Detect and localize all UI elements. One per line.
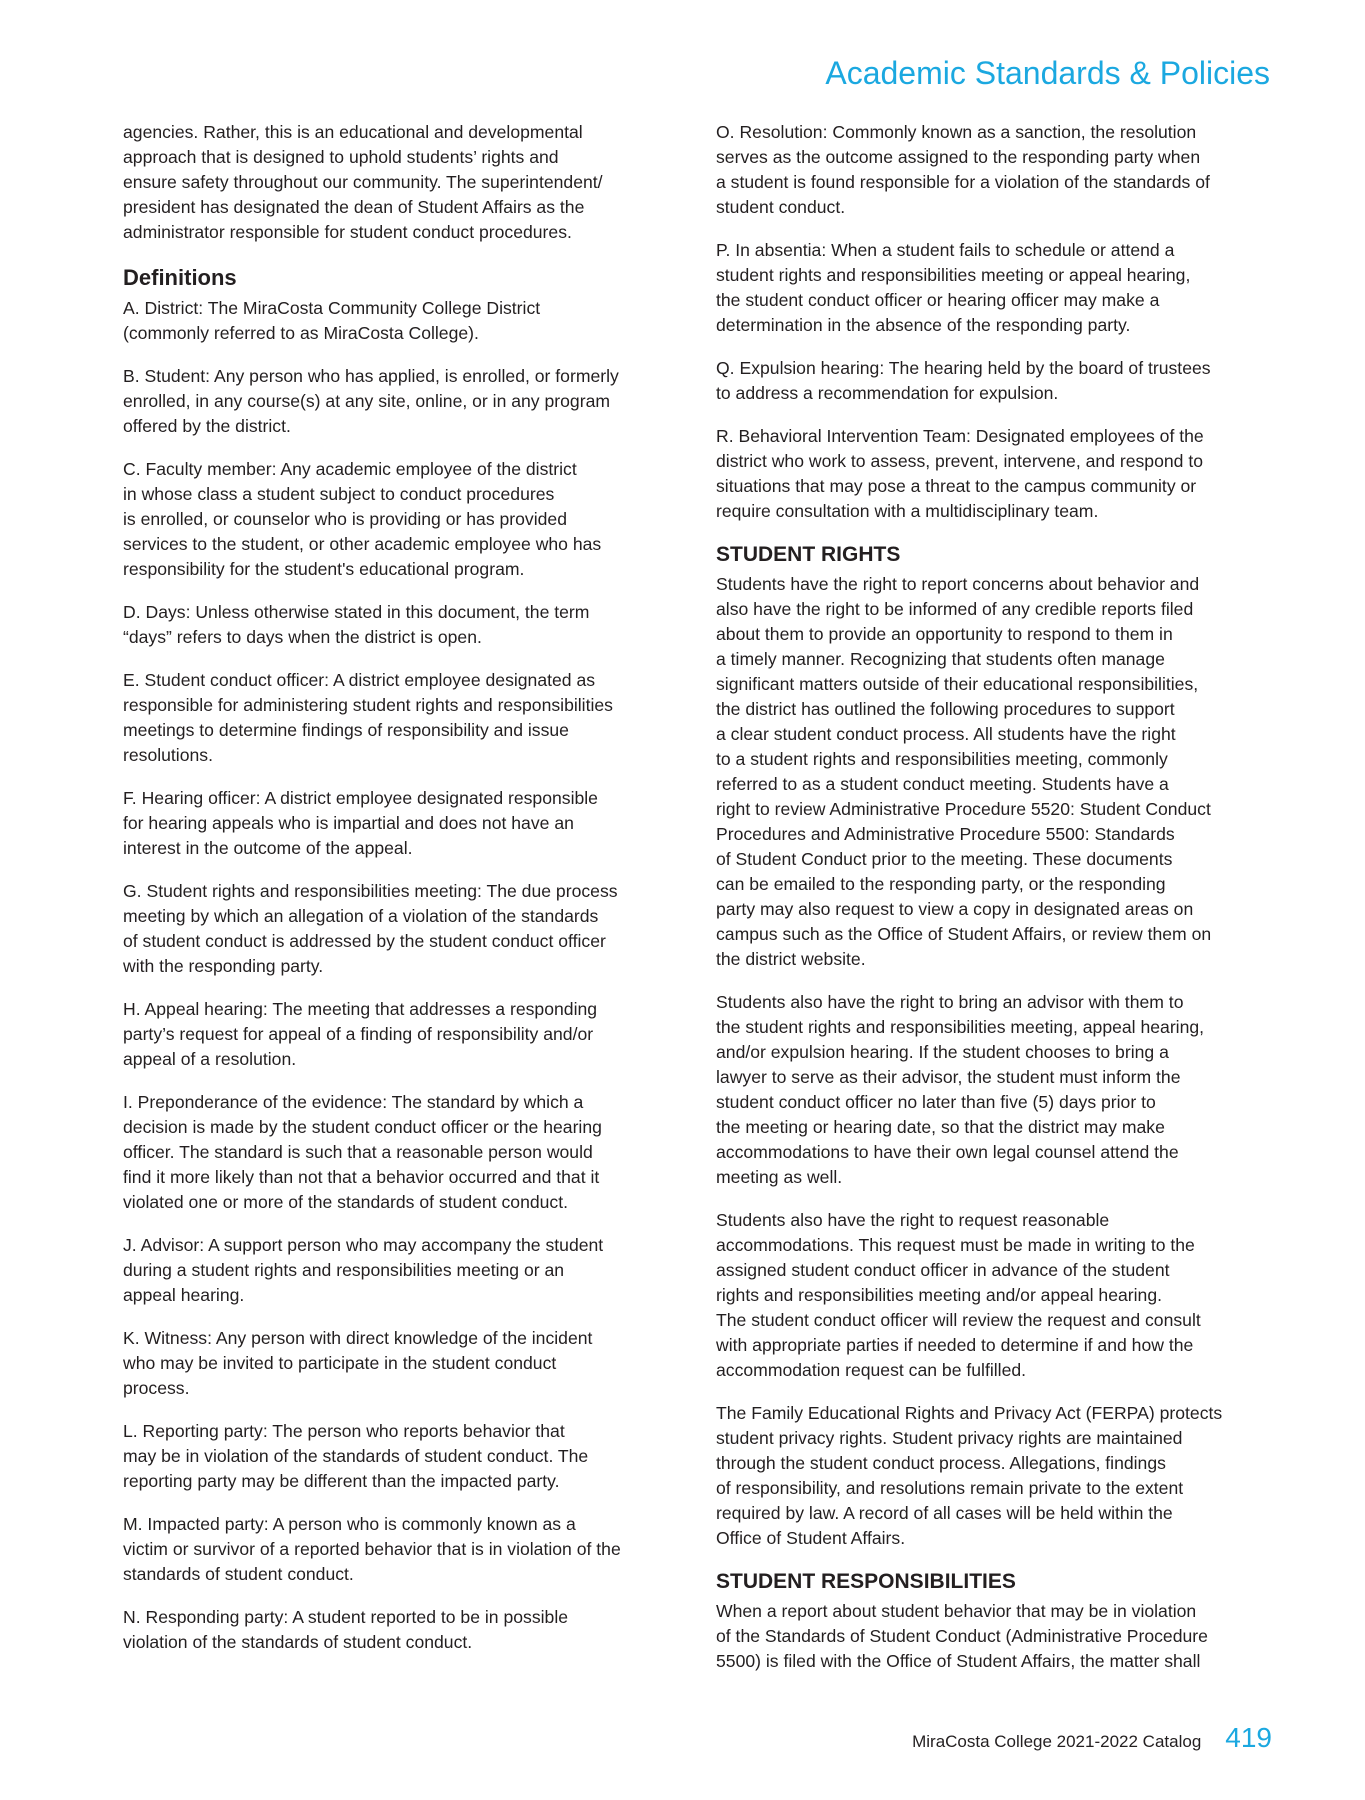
text-line: determination in the absence of the responding party. xyxy=(716,315,1131,335)
paragraph xyxy=(123,600,693,650)
text-line: in whose class a student subject to conduct procedures xyxy=(123,484,555,504)
text-line: O. Resolution: Commonly known as a sanction, the resolution xyxy=(716,122,1197,142)
text-line: Students have the right to report concerns about behavior and xyxy=(716,574,1200,594)
text-line: require consultation with a multidisciplinary team. xyxy=(716,501,1099,521)
text-line: The student conduct officer will review the request and consult xyxy=(716,1310,1201,1330)
paragraph xyxy=(716,424,1286,524)
section-heading: STUDENT RESPONSIBILITIES xyxy=(716,1570,1016,1593)
text-line: a timely manner. Recognizing that students often manage xyxy=(716,649,1165,669)
text-line: I. Preponderance of the evidence: The standard by which a xyxy=(123,1092,584,1112)
text-line: administrator responsible for student conduct procedures. xyxy=(123,222,572,242)
text-line: responsible for administering student rights and responsibilities xyxy=(123,695,613,715)
paragraph xyxy=(123,997,693,1072)
text-line: assigned student conduct officer in advance of the student xyxy=(716,1260,1170,1280)
paragraph xyxy=(123,1233,693,1308)
text-line: with the responding party. xyxy=(123,956,324,976)
text-line: the student conduct officer or hearing officer may make a xyxy=(716,290,1160,310)
paragraph xyxy=(716,120,1286,220)
text-line: required by law. A record of all cases will be held within the xyxy=(716,1503,1173,1523)
text-line: standards of student conduct. xyxy=(123,1564,354,1584)
text-line: accommodations. This request must be made in writing to the xyxy=(716,1235,1195,1255)
paragraph xyxy=(123,1090,693,1215)
text-line: Q. Expulsion hearing: The hearing held by the board of trustees xyxy=(716,358,1211,378)
page-number: 419 xyxy=(1225,1722,1272,1753)
text-line: A. District: The MiraCosta Community College District xyxy=(123,298,541,318)
text-line: meeting by which an allegation of a violation of the standards xyxy=(123,906,599,926)
text-line: of student conduct is addressed by the student conduct officer xyxy=(123,931,606,951)
text-line: violated one or more of the standards of student conduct. xyxy=(123,1192,569,1212)
paragraph xyxy=(123,1512,693,1587)
paragraph xyxy=(716,238,1286,338)
text-line: is enrolled, or counselor who is providing or has provided xyxy=(123,509,567,529)
text-line: Procedures and Administrative Procedure 5500: Standards xyxy=(716,824,1175,844)
text-line: also have the right to be informed of any credible reports filed xyxy=(716,599,1194,619)
text-line: right to review Administrative Procedure 5520: Student Conduct xyxy=(716,799,1211,819)
text-line: D. Days: Unless otherwise stated in this document, the term xyxy=(123,602,590,622)
text-line: party’s request for appeal of a finding of responsibility and/or xyxy=(123,1024,594,1044)
paragraph xyxy=(716,1401,1286,1551)
paragraph xyxy=(123,364,693,439)
paragraph xyxy=(123,668,693,768)
text-line: to address a recommendation for expulsion. xyxy=(716,383,1059,403)
text-line: student conduct. xyxy=(716,197,846,217)
text-line: significant matters outside of their educational responsibilities, xyxy=(716,674,1199,694)
page-footer xyxy=(912,1722,1272,1754)
text-line: Students also have the right to bring an advisor with them to xyxy=(716,992,1184,1012)
text-line: victim or survivor of a reported behavior that is in violation of the xyxy=(123,1539,621,1559)
text-line: of the Standards of Student Conduct (Administrative Procedure xyxy=(716,1626,1208,1646)
paragraph xyxy=(123,120,693,245)
text-line: G. Student rights and responsibilities meeting: The due process xyxy=(123,881,618,901)
text-line: M. Impacted party: A person who is commonly known as a xyxy=(123,1514,576,1534)
text-line: can be emailed to the responding party, or the responding xyxy=(716,874,1166,894)
text-line: When a report about student behavior that may be in violation xyxy=(716,1601,1197,1621)
right-column xyxy=(716,120,1286,1692)
text-line: accommodations to have their own legal counsel attend the xyxy=(716,1142,1179,1162)
paragraph xyxy=(123,1419,693,1494)
text-line: B. Student: Any person who has applied, is enrolled, or formerly xyxy=(123,366,619,386)
text-line: reporting party may be different than the impacted party. xyxy=(123,1471,560,1491)
text-line: (commonly referred to as MiraCosta College). xyxy=(123,323,479,343)
text-line: J. Advisor: A support person who may accompany the student xyxy=(123,1235,604,1255)
text-line: accommodation request can be fulfilled. xyxy=(716,1360,1027,1380)
text-line: ensure safety throughout our community. The superintendent/ xyxy=(123,172,603,192)
text-line: the district has outlined the following procedures to support xyxy=(716,699,1175,719)
paragraph xyxy=(123,457,693,582)
text-line: decision is made by the student conduct officer or the hearing xyxy=(123,1117,602,1137)
text-line: to a student rights and responsibilities meeting, commonly xyxy=(716,749,1168,769)
text-line: P. In absentia: When a student fails to schedule or attend a xyxy=(716,240,1175,260)
text-line: a clear student conduct process. All students have the right xyxy=(716,724,1176,744)
paragraph xyxy=(123,1326,693,1401)
paragraph xyxy=(123,1605,693,1655)
text-line: student privacy rights. Student privacy rights are maintained xyxy=(716,1428,1183,1448)
paragraph xyxy=(716,1208,1286,1383)
text-line: officer. The standard is such that a reasonable person would xyxy=(123,1142,593,1162)
text-line: L. Reporting party: The person who reports behavior that xyxy=(123,1421,565,1441)
paragraph xyxy=(123,879,693,979)
catalog-name: MiraCosta College 2021-2022 Catalog xyxy=(912,1732,1202,1751)
text-line: The Family Educational Rights and Privacy Act (FERPA) protects xyxy=(716,1403,1223,1423)
text-line: president has designated the dean of Student Affairs as the xyxy=(123,197,585,217)
text-line: E. Student conduct officer: A district employee designated as xyxy=(123,670,596,690)
text-line: resolutions. xyxy=(123,745,213,765)
text-line: rights and responsibilities meeting and/or appeal hearing. xyxy=(716,1285,1162,1305)
text-line: services to the student, or other academic employee who has xyxy=(123,534,602,554)
text-line: the meeting or hearing date, so that the district may make xyxy=(716,1117,1165,1137)
text-line: find it more likely than not that a behavior occurred and that it xyxy=(123,1167,600,1187)
text-line: appeal hearing. xyxy=(123,1285,245,1305)
text-line: referred to as a student conduct meeting. Students have a xyxy=(716,774,1169,794)
text-line: district who work to assess, prevent, intervene, and respond to xyxy=(716,451,1204,471)
text-line: during a student rights and responsibilities meeting or an xyxy=(123,1260,565,1280)
text-line: interest in the outcome of the appeal. xyxy=(123,838,413,858)
text-line: campus such as the Office of Student Affairs, or review them on xyxy=(716,924,1212,944)
text-line: the district website. xyxy=(716,949,866,969)
paragraph xyxy=(123,296,693,346)
text-line: the student rights and responsibilities meeting, appeal hearing, xyxy=(716,1017,1205,1037)
text-line: enrolled, in any course(s) at any site, online, or in any program xyxy=(123,391,611,411)
text-line: R. Behavioral Intervention Team: Designated employees of the xyxy=(716,426,1204,446)
text-line: Office of Student Affairs. xyxy=(716,1528,906,1548)
paragraph xyxy=(123,786,693,861)
text-line: Students also have the right to request reasonable xyxy=(716,1210,1110,1230)
text-line: and/or expulsion hearing. If the student chooses to bring a xyxy=(716,1042,1169,1062)
section-heading: Definitions xyxy=(123,265,237,290)
text-line: offered by the district. xyxy=(123,416,291,436)
text-line: F. Hearing officer: A district employee designated responsible xyxy=(123,788,598,808)
text-line: 5500) is filed with the Office of Student Affairs, the matter shall xyxy=(716,1651,1201,1671)
text-line: violation of the standards of student conduct. xyxy=(123,1632,473,1652)
text-line: approach that is designed to uphold students’ rights and xyxy=(123,147,559,167)
text-line: of Student Conduct prior to the meeting. These documents xyxy=(716,849,1173,869)
text-line: meeting as well. xyxy=(716,1167,843,1187)
text-line: may be in violation of the standards of student conduct. The xyxy=(123,1446,589,1466)
section-heading: STUDENT RIGHTS xyxy=(716,543,901,566)
text-line: for hearing appeals who is impartial and does not have an xyxy=(123,813,574,833)
text-line: who may be invited to participate in the student conduct xyxy=(123,1353,557,1373)
text-line: C. Faculty member: Any academic employee of the district xyxy=(123,459,577,479)
text-line: responsibility for the student's educational program. xyxy=(123,559,525,579)
text-line: party may also request to view a copy in designated areas on xyxy=(716,899,1194,919)
text-line: H. Appeal hearing: The meeting that addresses a responding xyxy=(123,999,598,1019)
paragraph xyxy=(716,990,1286,1190)
text-line: a student is found responsible for a violation of the standards of xyxy=(716,172,1210,192)
text-line: agencies. Rather, this is an educational and developmental xyxy=(123,122,583,142)
text-line: lawyer to serve as their advisor, the student must inform the xyxy=(716,1067,1181,1087)
text-line: appeal of a resolution. xyxy=(123,1049,297,1069)
text-line: student rights and responsibilities meeting or appeal hearing, xyxy=(716,265,1191,285)
paragraph xyxy=(716,572,1286,972)
text-line: of responsibility, and resolutions remain private to the extent xyxy=(716,1478,1184,1498)
text-line: meetings to determine findings of responsibility and issue xyxy=(123,720,569,740)
left-column xyxy=(123,120,693,1673)
text-line: N. Responding party: A student reported to be in possible xyxy=(123,1607,569,1627)
text-line: with appropriate parties if needed to determine if and how the xyxy=(716,1335,1194,1355)
text-line: student conduct officer no later than five (5) days prior to xyxy=(716,1092,1156,1112)
paragraph xyxy=(716,1599,1286,1674)
text-line: situations that may pose a threat to the campus community or xyxy=(716,476,1197,496)
paragraph xyxy=(716,356,1286,406)
text-line: serves as the outcome assigned to the responding party when xyxy=(716,147,1201,167)
section-title: Academic Standards & Policies xyxy=(825,55,1270,92)
text-line: K. Witness: Any person with direct knowledge of the incident xyxy=(123,1328,593,1348)
text-line: about them to provide an opportunity to respond to them in xyxy=(716,624,1173,644)
text-line: through the student conduct process. Allegations, findings xyxy=(716,1453,1166,1473)
text-line: process. xyxy=(123,1378,190,1398)
text-line: “days” refers to days when the district is open. xyxy=(123,627,482,647)
